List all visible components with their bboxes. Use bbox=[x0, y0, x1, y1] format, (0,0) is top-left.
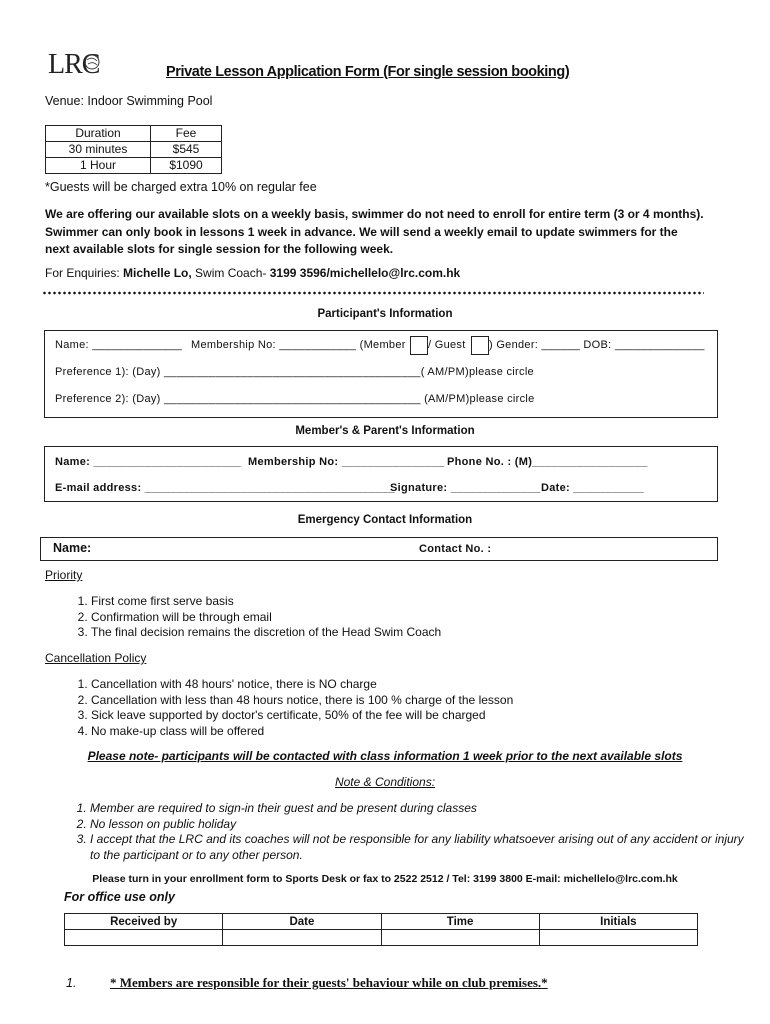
participant-box bbox=[44, 330, 718, 418]
table-row bbox=[46, 142, 222, 158]
office-col-initials: Initials bbox=[539, 914, 697, 930]
participant-membership-field[interactable]: Membership No: ____________ (Member bbox=[191, 339, 406, 351]
guest-label: / Guest bbox=[428, 339, 466, 351]
footer-note: * Members are responsible for their guests' behaviour while on club premises.* bbox=[110, 975, 548, 990]
enquiries-line bbox=[45, 266, 460, 280]
fee-cell: $545 bbox=[151, 142, 222, 158]
list-item: 1. First come first serve basis bbox=[91, 594, 441, 610]
member-checkbox[interactable] bbox=[410, 336, 428, 355]
participant-name-field[interactable]: Name: ______________ bbox=[55, 339, 183, 351]
list-item: 4. No make-up class will be offered bbox=[91, 724, 513, 740]
office-cell[interactable] bbox=[65, 930, 223, 946]
list-item: 2. Confirmation will be through email bbox=[91, 610, 441, 626]
offer-paragraph: We are offering our available slots on a weekly basis, swimmer do not need to enroll for entire term (3 or 4 months). Swimmer can only book in lessons 1 week in advance. We will send a weekly email to update swimmers for the next available slots for single session for the following week. bbox=[45, 207, 704, 256]
table-row bbox=[65, 930, 698, 946]
office-use-heading: For office use only bbox=[64, 890, 175, 904]
office-col-time: Time bbox=[381, 914, 539, 930]
emergency-contact-field[interactable]: Contact No. : bbox=[419, 543, 492, 555]
office-table-header bbox=[65, 914, 698, 930]
phone-field[interactable]: Phone No. : (M)__________________ bbox=[447, 456, 648, 468]
priority-heading: Priority bbox=[45, 568, 83, 582]
list-item: 3. Sick leave supported by doctor's certificate, 50% of the fee will be charged bbox=[91, 708, 513, 724]
guest-checkbox[interactable] bbox=[471, 336, 489, 355]
please-note: Please note- participants will be contacted with class information 1 week prior to the next available slots bbox=[87, 749, 683, 763]
fee-table-header bbox=[46, 126, 222, 142]
email-field[interactable]: E-mail address: _______________________________________ bbox=[55, 482, 396, 494]
form-title: Private Lesson Application Form (For single session booking) bbox=[166, 64, 570, 80]
preference-1-field[interactable]: Preference 1): (Day) ________________________________________( AM/PM)please circle bbox=[55, 366, 534, 378]
enquiries-prefix: For Enquiries: bbox=[45, 266, 124, 280]
gender-dob-field[interactable]: ) Gender: ______ DOB: ______________ bbox=[489, 339, 705, 351]
member-parent-box bbox=[44, 446, 718, 502]
office-cell[interactable] bbox=[223, 930, 381, 946]
fee-cell: 1 Hour bbox=[46, 158, 151, 174]
signature-field[interactable]: Signature: ______________ bbox=[390, 482, 541, 494]
office-col-date: Date bbox=[223, 914, 381, 930]
office-cell[interactable] bbox=[539, 930, 697, 946]
enquiries-name: Michelle Lo, bbox=[123, 266, 192, 280]
fee-header-duration: Duration bbox=[46, 126, 151, 142]
list-item: 2. Cancellation with less than 48 hours notice, there is 100 % charge of the lesson bbox=[91, 693, 513, 709]
list-item: 1. Cancellation with 48 hours' notice, there is NO charge bbox=[91, 677, 513, 693]
member-parent-heading: Member's & Parent's Information bbox=[295, 425, 475, 437]
list-item: 3. I accept that the LRC and its coaches will not be responsible for any liability whatsoever arising out of any accident or injury to the participant or to any other person. bbox=[90, 832, 750, 863]
dotted-divider bbox=[42, 291, 704, 295]
priority-list bbox=[45, 594, 441, 641]
cancellation-list bbox=[45, 677, 513, 739]
emergency-heading: Emergency Contact Information bbox=[297, 514, 473, 526]
fee-cell: $1090 bbox=[151, 158, 222, 174]
lrc-logo bbox=[48, 44, 104, 80]
fee-table bbox=[45, 125, 222, 174]
guests-note: *Guests will be charged extra 10% on regular fee bbox=[45, 180, 317, 194]
enquiries-contact: 3199 3596/michellelo@lrc.com.hk bbox=[269, 266, 461, 280]
date-field[interactable]: Date: ___________ bbox=[541, 482, 644, 494]
emergency-name-field[interactable]: Name: bbox=[53, 541, 92, 555]
list-item: 1. Member are required to sign-in their guest and be present during classes bbox=[90, 801, 750, 817]
logo-text: LRC bbox=[48, 49, 100, 80]
conditions-heading: Note & Conditions: bbox=[334, 775, 436, 789]
office-col-received-by: Received by bbox=[65, 914, 223, 930]
list-item: 3. The final decision remains the discretion of the Head Swim Coach bbox=[91, 625, 441, 641]
office-use-table bbox=[64, 913, 698, 946]
table-row bbox=[46, 158, 222, 174]
footer-number: 1. bbox=[66, 976, 77, 990]
cancellation-heading: Cancellation Policy bbox=[45, 651, 147, 665]
fee-cell: 30 minutes bbox=[46, 142, 151, 158]
preference-2-field[interactable]: Preference 2): (Day) ________________________________________ (AM/PM)please circle bbox=[55, 393, 535, 405]
list-item: 2. No lesson on public holiday bbox=[90, 817, 750, 833]
turn-in-instructions: Please turn in your enrollment form to Sports Desk or fax to 2522 2512 / Tel: 3199 3800 E-mail: michellelo@lrc.com.hk bbox=[92, 873, 678, 885]
member-membership-field[interactable]: Membership No: ________________ bbox=[248, 456, 445, 468]
fee-header-fee: Fee bbox=[151, 126, 222, 142]
venue-text: Venue: Indoor Swimming Pool bbox=[45, 94, 213, 108]
office-cell[interactable] bbox=[381, 930, 539, 946]
participant-heading: Participant's Information bbox=[317, 308, 453, 320]
emergency-box bbox=[40, 537, 718, 561]
conditions-list bbox=[50, 801, 750, 863]
enquiries-role: Swim Coach- bbox=[191, 266, 270, 280]
member-name-field[interactable]: Name: _______________________ bbox=[55, 456, 242, 468]
